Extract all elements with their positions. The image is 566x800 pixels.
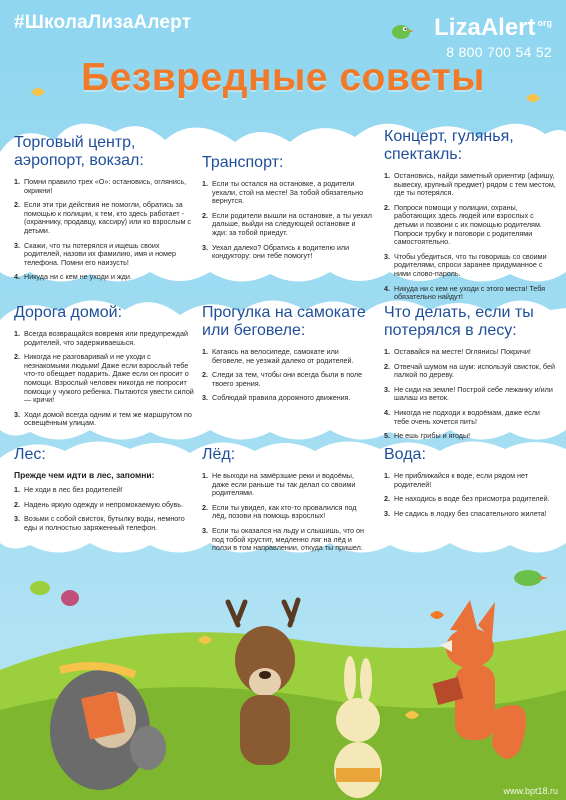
section-lost-in-forest: [384, 304, 556, 447]
watermark: www.bpt18.ru: [503, 786, 558, 796]
tip-item: 1. Не выходи на замёрзшие реки и водоёмы, даже если раньше ты так делал со своими родителями.: [202, 471, 356, 498]
tips-list: [202, 180, 372, 261]
section-water: [384, 446, 556, 524]
tip-item: 3. Не садись в лодку без спасательного жилета!: [384, 508, 547, 518]
tip-item: 3. Ходи домой всегда одним и тем же маршрутом по освещённым улицам.: [14, 409, 192, 428]
tip-item: 4. Никуда ни с кем не уходи и жди.: [14, 272, 132, 282]
tip-item: 4. Никогда не подходи к водоёмам, даже если тебе очень хочется пить!: [384, 407, 540, 426]
bird-logo-icon: [388, 18, 414, 44]
tip-item: 3. Возьми с собой свисток, бутылку воды, немного еды и полностью заряженный телефон.: [14, 514, 185, 532]
section-intro: Прежде чем идти в лес, запомни:: [14, 470, 155, 480]
section-scooter: [202, 304, 372, 409]
tip-item: 3. Если ты оказался на льду и слышишь, что он под тобой хрустит, медленно ляг на лёд и ползи в том направлении, откуда ты пришел.: [202, 525, 365, 553]
section-concert: [384, 128, 556, 308]
tip-item: 2. Попроси помощи у полиции, охраны, работающих здесь людей или взрослых с детьми и позвони с их помощью родителям. Попроси трубку и поговори с родителями самостоятельно.: [384, 202, 542, 247]
section-title: Лёд:: [202, 446, 236, 463]
tip-item: 3. Уехал далеко? Обратись к водителю или кондуктору: они тебе помогут!: [202, 242, 350, 261]
forest-animals-illustration: [0, 520, 566, 800]
leaf-icon: [430, 611, 444, 619]
tip-item: 3. Скажи, что ты потерялся и ищешь своих родителей, назови их фамилию, имя и номер телефона. Помни его наизусть!: [14, 240, 176, 267]
brand-logo-suffix: org: [537, 18, 552, 28]
school-hashtag: #ШколаЛизаАлерт: [14, 12, 192, 33]
bird-icon: [30, 581, 79, 606]
section-title: Концерт, гулянья, спектакль:: [384, 128, 514, 163]
tips-list: [14, 330, 194, 428]
tip-item: 1. Не приближайся к воде, если рядом нет родителей!: [384, 471, 529, 489]
tip-item: 2. Если родители вышли на остановке, а ты уехал дальше, выйди на следующей остановке и жди: за тобой приедут.: [202, 210, 372, 237]
section-title: Дорога домой:: [14, 304, 123, 321]
tips-list: [14, 178, 194, 282]
tip-item: 3. Чтобы убедиться, что ты говоришь со своими родителями, спроси заранее придуманное с ними слово-пароль.: [384, 251, 547, 278]
bird-icon: [514, 570, 548, 586]
tips-list: [202, 348, 372, 403]
leaf-icon: [525, 92, 541, 104]
tip-item: 1. Остановись, найди заметный ориентир (афишу, вывеску, крупный предмет) рядом с тем местом, где ты потерялся.: [384, 171, 556, 198]
tip-item: 2. Не находись в воде без присмотра родителей.: [384, 494, 550, 504]
tip-item: 2. Надень яркую одежду и непромокаемую обувь.: [14, 499, 183, 509]
small-hedgehog-icon: [130, 726, 166, 770]
section-title: Что делать, если ты потерялся в лесу:: [384, 304, 534, 339]
section-title: Прогулка на самокате или беговеле:: [202, 304, 366, 339]
tip-item: 1. Всегда возвращайся вовремя или предупреждай родителей, что задерживаешься.: [14, 329, 188, 347]
tip-item: 1. Оставайся на месте! Оглянись! Покричи!: [384, 347, 531, 356]
section-title: Вода:: [384, 446, 426, 463]
tip-item: 1. Если ты остался на остановке, а родители уехали, стой на месте! За тобой обязательно вернутся.: [202, 179, 364, 206]
tip-item: 3. Соблюдай правила дорожного движения.: [202, 393, 351, 403]
tip-item: 2. Если ты увидел, как кто-то провалился под лёд, позови на помощь взрослых!: [202, 502, 357, 521]
tip-item: 2. Отвечай шумом на шум: используй свисток, бей палкой по дереву.: [384, 361, 555, 380]
tip-item: 4. Никуда ни с кем не уходи с этого места! Тебя обязательно найдут!: [384, 283, 546, 302]
brand-block: [434, 14, 552, 60]
brand-logo: [434, 14, 552, 42]
tips-list: [384, 472, 556, 518]
tip-item: 1. Помни правило трех «О»: остановись, оглянись, окрикни!: [14, 177, 187, 195]
leaf-icon: [30, 86, 46, 98]
tip-item: 1. Не ходи в лес без родителей!: [14, 485, 123, 494]
section-title: Торговый центр, аэропорт, вокзал:: [14, 134, 144, 169]
section-transport: [202, 154, 372, 267]
section-title: Лес:: [14, 446, 46, 463]
tip-item: 3. Не сиди на земле! Построй себе лежанку и/или шалаш из веток.: [384, 384, 553, 403]
tip-item: 2. Если эти три действия не помогли, обратись за помощью к полиции, к тем, кто здесь работает - (охраннику, продавцу, кассиру) или ко взрослым с детьми.: [14, 200, 192, 235]
section-way-home: [14, 304, 194, 434]
tips-list: [384, 348, 556, 441]
hotline-phone: 8 800 700 54 52: [446, 44, 552, 60]
tip-item: 1. Катаясь на велосипеде, самокате или беговеле, не уезжай далеко от родителей.: [202, 347, 354, 365]
tip-item: 5. Не ешь грибы и ягоды!: [384, 431, 471, 441]
brand-logo-text: LizaAlert: [434, 14, 536, 41]
tips-list: [384, 172, 556, 302]
poster-title: Безвредные советы: [81, 56, 485, 99]
tip-item: 2. Никогда не разговаривай и не уходи с незнакомыми людьми! Даже если взрослый тебе что-то обещает подарить. Даже если он просит о помощи. Взрослый человек никогда не попросит помощи у чужого ребенка. Пытаются увести силой — кричи!: [14, 352, 194, 405]
tip-item: 2. Следи за тем, чтобы они всегда были в поле твоего зрения.: [202, 370, 363, 388]
section-title: Транспорт:: [202, 154, 284, 171]
section-mall: [14, 134, 194, 288]
